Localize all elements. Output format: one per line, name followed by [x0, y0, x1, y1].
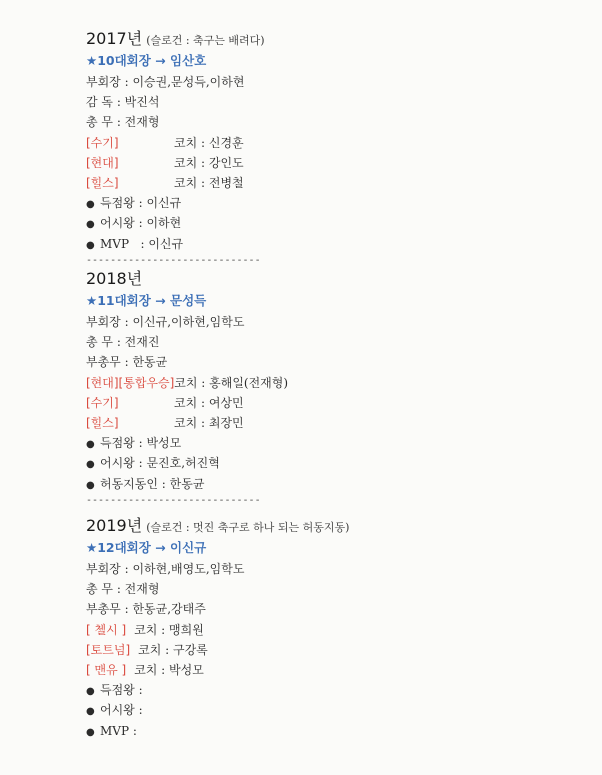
year-label: 2018년 [86, 269, 143, 288]
apple-bullet-icon: ● [86, 726, 95, 738]
team-coach-row [86, 393, 566, 413]
president-line: ★12대회장 → 이신규 [86, 540, 207, 555]
team-name: [현대] [86, 155, 119, 170]
section-2017 [86, 26, 566, 268]
vice-general-affairs-line: 부총무 : 한동균 [86, 355, 168, 370]
section-2019 [86, 513, 566, 741]
apple-bullet-icon: ● [86, 199, 95, 211]
award-text: 득점왕 : [100, 683, 143, 698]
apple-bullet-icon: ● [86, 479, 95, 491]
team-name: [수기] [86, 395, 119, 410]
coach-name: 코치 : 구강록 [138, 642, 208, 657]
year-label: 2019년 [86, 516, 143, 535]
year-label: 2017년 [86, 29, 143, 48]
general-affairs-line: 총 무 : 전재진 [86, 335, 160, 350]
coach-name: 코치 : 최장민 [174, 415, 244, 430]
award-row [86, 453, 566, 473]
award-text: 어시왕 : [100, 703, 143, 718]
president-line: ★11대회장 → 문성득 [86, 293, 207, 308]
award-text: 득점왕 : 이신규 [100, 196, 182, 211]
president-line: ★10대회장 → 임산호 [86, 53, 207, 68]
coach-name: 코치 : 여상민 [174, 395, 244, 410]
team-coach-row [86, 413, 566, 433]
team-coach-row [86, 660, 566, 680]
award-text: 어시왕 : 문진호,허진혁 [100, 456, 220, 471]
coach-name: 코치 : 홍해일(전재형) [174, 375, 289, 390]
award-row [86, 721, 566, 741]
award-row [86, 474, 566, 494]
manager-line: 감 독 : 박진석 [86, 95, 160, 110]
year-heading-2018 [86, 266, 566, 290]
team-name: [ 맨유 ] [86, 662, 127, 677]
award-text: MVP : 이신규 [100, 236, 184, 251]
apple-bullet-icon: ● [86, 686, 95, 698]
team-name: [힐스] [86, 175, 119, 190]
vice-general-affairs-line: 부총무 : 한동균,강태주 [86, 602, 206, 617]
vice-president-line: 부회장 : 이승권,문성득,이하현 [86, 75, 245, 89]
award-row [86, 433, 566, 453]
slogan: (슬로건 : 축구는 배려다) [146, 34, 265, 47]
award-text: MVP : [100, 723, 137, 738]
team-coach-row [86, 153, 566, 173]
year-heading-2019 [86, 513, 566, 537]
section-divider: ----------------------------- [86, 494, 261, 506]
award-text: 어시왕 : 이하현 [100, 216, 182, 231]
year-heading-2017 [86, 26, 566, 50]
award-row [86, 234, 566, 254]
team-coach-row [86, 373, 566, 393]
team-name: [수기] [86, 135, 119, 150]
team-name: [토트넘] [86, 642, 131, 657]
team-name: [ 첼시 ] [86, 622, 127, 637]
team-coach-row [86, 133, 566, 153]
team-name: [현대][통합우승] [86, 375, 175, 390]
apple-bullet-icon: ● [86, 459, 95, 471]
team-coach-row [86, 173, 566, 193]
coach-name: 코치 : 박성모 [134, 662, 204, 677]
apple-bullet-icon: ● [86, 219, 95, 231]
general-affairs-line: 총 무 : 전재형 [86, 582, 160, 597]
coach-name: 코치 : 맹희원 [134, 622, 204, 637]
team-name: [힐스] [86, 415, 119, 430]
vice-president-line: 부회장 : 이하현,배영도,임학도 [86, 562, 245, 576]
award-row [86, 193, 566, 213]
general-affairs-line: 총 무 : 전재형 [86, 115, 160, 130]
coach-name: 코치 : 전병철 [174, 175, 244, 190]
award-row [86, 700, 566, 720]
team-coach-row [86, 620, 566, 640]
vice-president-line: 부회장 : 이신규,이하현,임학도 [86, 315, 245, 329]
team-coach-row [86, 640, 566, 660]
apple-bullet-icon: ● [86, 239, 95, 251]
award-row [86, 680, 566, 700]
slogan: (슬로건 : 멋진 축구로 하나 되는 허동지동) [146, 521, 350, 534]
award-text: 득점왕 : 박성모 [100, 436, 182, 451]
coach-name: 코치 : 강인도 [174, 155, 244, 170]
award-text: 허동지동인 : 한동균 [100, 476, 205, 491]
coach-name: 코치 : 신경훈 [174, 135, 244, 150]
apple-bullet-icon: ● [86, 439, 95, 451]
award-row [86, 213, 566, 233]
apple-bullet-icon: ● [86, 706, 95, 718]
section-2018 [86, 266, 566, 508]
section-divider: ----------------------------- [86, 254, 261, 266]
